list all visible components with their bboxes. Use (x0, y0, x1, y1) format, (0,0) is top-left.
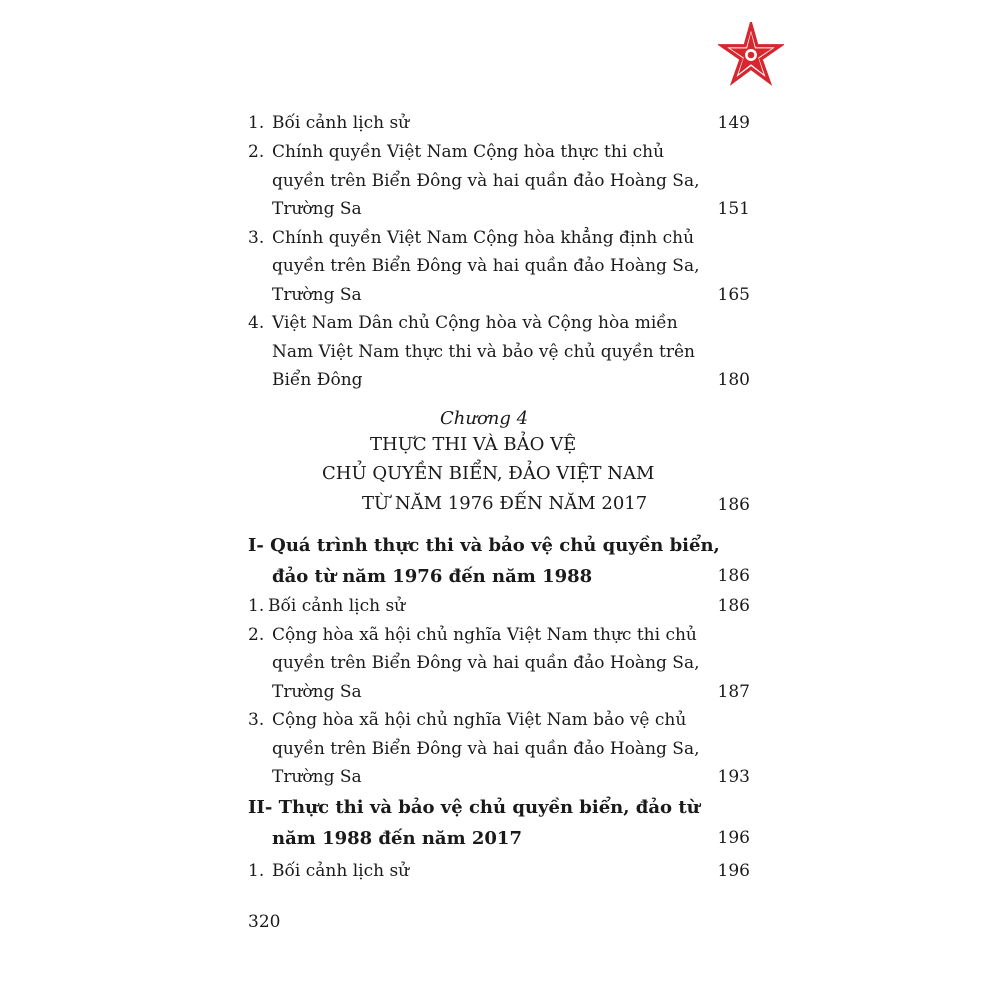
chapter-label: Chương 4 (440, 408, 529, 429)
chapter-title-line-2: CHỦ QUYỀN BIỂN, ĐẢO VIỆT NAM (322, 463, 655, 484)
page-ref: 193 (717, 767, 750, 787)
chapter-title-line-1: THỰC THI VÀ BẢO VỆ (370, 434, 577, 455)
page-ref: 186 (717, 566, 750, 586)
page-ref: 180 (717, 370, 750, 390)
publisher-star-logo-icon (718, 22, 784, 88)
page-ref: 165 (717, 285, 750, 305)
page-ref: 186 (717, 596, 750, 616)
page-ref: 149 (717, 113, 750, 133)
page-ref: 151 (717, 199, 750, 219)
page-ref: 196 (717, 861, 750, 881)
page-ref: 187 (717, 682, 750, 702)
page-ref: 196 (717, 828, 750, 848)
chapter-title-line-3: TỪ NĂM 1976 ĐẾN NĂM 2017 (362, 493, 648, 514)
page-number: 320 (248, 912, 281, 932)
